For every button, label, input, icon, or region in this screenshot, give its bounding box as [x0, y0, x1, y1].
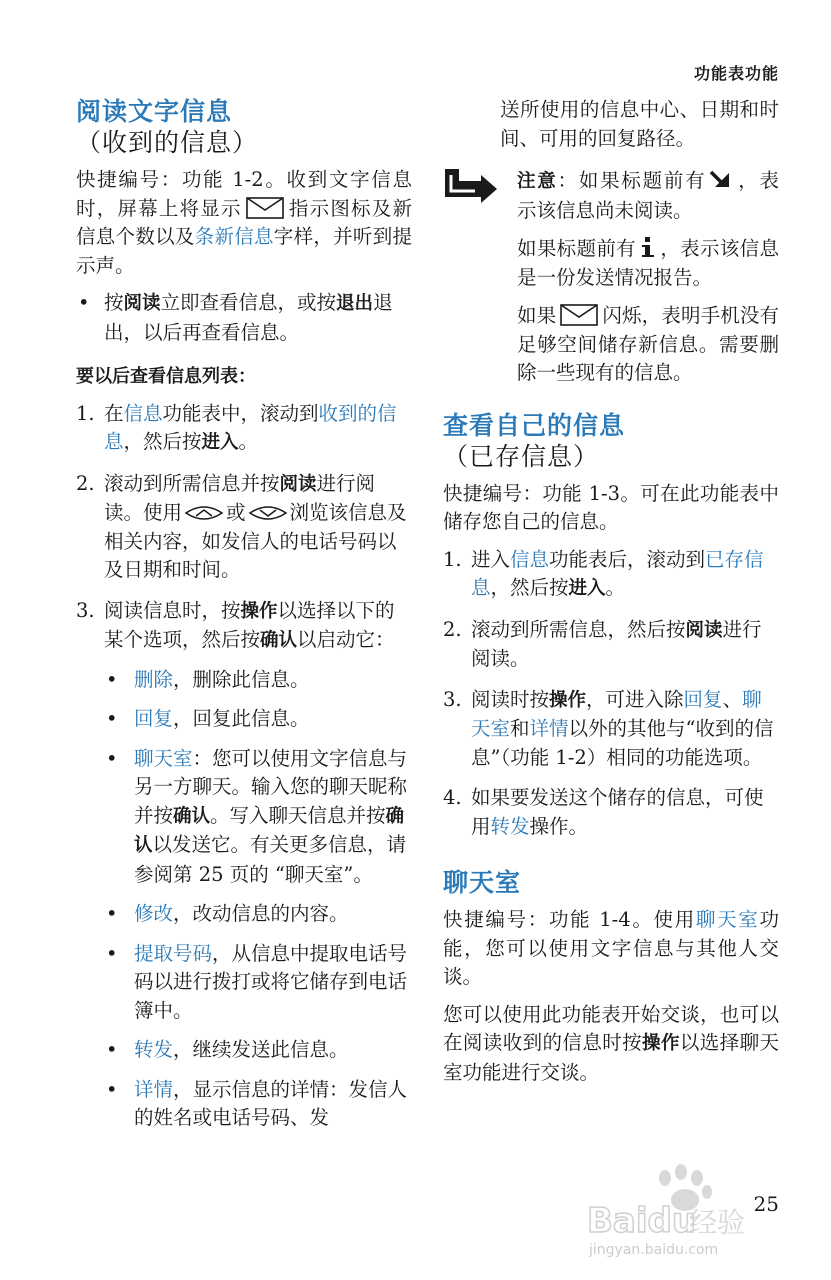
list-item: 3. 阅读信息时，按操作以选择以下的某个选项，然后按确认以启动它： • 删除，删除此信息。 • 回复，回复此信息。 • 聊天室：您可以使用文字信息与另一方聊天。输入您的聊天昵称并按确认。写入聊天信息并按确认以发送它。有关更多信息，请参阅第 25 页的 “聊天室”。 • 修改，改动信息的内容。 • 提取号码，从信息中提取电话号码以进行拨打或将它储存到电话簿中。 • 转发，继续发送此信息。 • 详情，显示信息的详情：发信人的姓名或电话号码、发: [76, 597, 412, 1133]
watermark-text: 经验: [689, 1206, 746, 1239]
read-key: 阅读: [123, 293, 161, 314]
list-item: 4. 如果要发送这个储存的信息，可使用转发操作。: [443, 786, 764, 838]
list-item: 1. 在信息功能表中，滚动到收到的信息，然后按进入。: [76, 401, 397, 453]
chat-link: 聊天室: [695, 908, 760, 931]
section-title-saved-messages: 查看自己的信息（已存信息）: [443, 410, 626, 471]
list-item: • 详情，显示信息的详情：发信人的姓名或电话号码、发: [104, 1076, 412, 1133]
options-key: 操作: [642, 1033, 680, 1054]
saved-intro: 快捷编号：功能 1-3。可在此功能表中储存您自己的信息。: [443, 481, 779, 533]
scroll-down-key-icon: [248, 502, 288, 524]
later-view-heading: 要以后查看信息列表：: [76, 366, 256, 387]
messages-menu-link: 信息: [123, 401, 163, 425]
option-reply: 回复: [134, 707, 174, 730]
option-details: 详情: [134, 1077, 174, 1101]
note-paragraph: 如果标题前有 ，表示该信息是一份发送情况报告。: [517, 237, 779, 289]
note-box: [443, 167, 779, 388]
section-title-paren: （收到的信息）: [76, 128, 259, 157]
option-delete: 删除: [134, 667, 174, 691]
list-item: • 修改，改动信息的内容。: [104, 900, 412, 929]
unread-arrow-icon: [709, 170, 733, 190]
saved-messages-link: 已存信息: [471, 547, 764, 599]
envelope-icon: [246, 197, 284, 219]
note-label: 注意: [517, 171, 558, 192]
list-item: 2. 滚动到所需信息并按阅读进行阅读。使用 或 浏览该信息及相关内容，如发信人的电话号码以及日期和时间。: [76, 471, 407, 581]
option-edit: 修改: [134, 902, 174, 925]
list-item: • 删除，删除此信息。: [104, 666, 412, 695]
chat-paragraph: 您可以使用此功能表开始交谈，也可以在阅读收到的信息时按操作以选择聊天室功能进行交谈。: [443, 1002, 779, 1084]
confirm-key: 确认: [260, 630, 298, 651]
left-column: [76, 96, 412, 1145]
options-key: 操作: [240, 600, 278, 622]
options-key: 操作: [549, 689, 587, 711]
option-chat: 聊天室: [134, 746, 193, 770]
list-item: 3. 阅读时按操作，可进入除回复、聊天室和详情以外的其他与“收到的信息”（功能 1-2）相同的功能选项。: [443, 687, 774, 769]
enter-key: 进入: [568, 578, 606, 599]
options-list: [104, 666, 412, 1133]
section-title-read-messages: 阅读文字信息（收到的信息）: [76, 97, 259, 157]
option-forward: 转发: [490, 814, 530, 838]
option-chat: 聊天室: [471, 687, 762, 740]
page-number: 25: [753, 1192, 779, 1216]
list-item: • 回复，回复此信息。: [104, 705, 412, 734]
messages-menu-link: 信息: [510, 547, 550, 571]
running-header: 功能表功能: [693, 64, 779, 83]
list-item: • 聊天室：您可以使用文字信息与另一方聊天。输入您的聊天昵称并按确认。写入聊天信息并按确认以发送它。有关更多信息，请参阅第 25 页的 “聊天室”。: [104, 745, 412, 890]
option-reply: 回复: [683, 687, 723, 711]
list-item: • 转发，继续发送此信息。: [104, 1036, 412, 1065]
list-item: 1. 进入信息功能表后，滚动到已存信息，然后按进入。: [443, 547, 764, 599]
chat-paragraph: 快捷编号：功能 1-4。使用聊天室功能，您可以使用文字信息与其他人交谈。: [443, 908, 779, 988]
option-details: 详情: [529, 717, 569, 740]
list-item: 2. 滚动到所需信息，然后按阅读进行阅读。: [443, 617, 762, 670]
scroll-up-key-icon: [184, 502, 224, 524]
saved-steps-list: [443, 546, 779, 842]
list-item: • 按阅读立即查看信息，或按退出退出，以后再查看信息。: [76, 289, 412, 347]
read-now-list: [76, 289, 412, 347]
envelope-icon: [560, 304, 598, 326]
new-messages-link-text: 条新信息: [194, 225, 274, 248]
details-continued: 送所使用的信息中心、日期和时间、可用的回复路径。: [500, 98, 779, 150]
svg-text:Baidu: [587, 1201, 696, 1241]
note-hand-icon: [443, 165, 499, 203]
watermark-brand: du: [647, 1201, 697, 1241]
enter-key: 进入: [201, 432, 239, 453]
option-forward: 转发: [134, 1038, 174, 1061]
confirm-key: 确认: [134, 805, 405, 856]
list-item: • 提取号码，从信息中提取电话号码以进行拨打或将它储存到电话簿中。: [104, 940, 412, 1026]
watermark-brand: Bai: [587, 1201, 648, 1241]
read-steps-list: [76, 400, 412, 1133]
section-title-chat: 聊天室: [443, 868, 522, 897]
exit-key: 退出: [336, 293, 374, 314]
baidu-watermark: [585, 1160, 765, 1260]
read-key: 阅读: [685, 619, 723, 641]
note-paragraph: 注意：如果标题前有 ，表示该信息尚未阅读。: [517, 169, 779, 222]
section-title-paren: （已存信息）: [443, 441, 600, 471]
read-intro: 快捷编号：功能 1-2。收到文字信息时，屏幕上将显示 指示图标及新信息个数以及条新信息字样，并听到提示声。: [76, 168, 412, 277]
inbox-link: 收到的信息: [104, 401, 397, 453]
note-paragraph: 如果 闪烁，表明手机没有足够空间储存新信息。需要删除一些现有的信息。: [517, 304, 779, 384]
right-column: [443, 96, 779, 1096]
option-extract-number: 提取号码: [134, 941, 213, 965]
watermark-url: jingyan.baidu.com: [589, 1242, 719, 1258]
read-key: 阅读: [279, 473, 317, 495]
confirm-key: 确认: [173, 805, 211, 827]
info-icon: [639, 236, 657, 258]
